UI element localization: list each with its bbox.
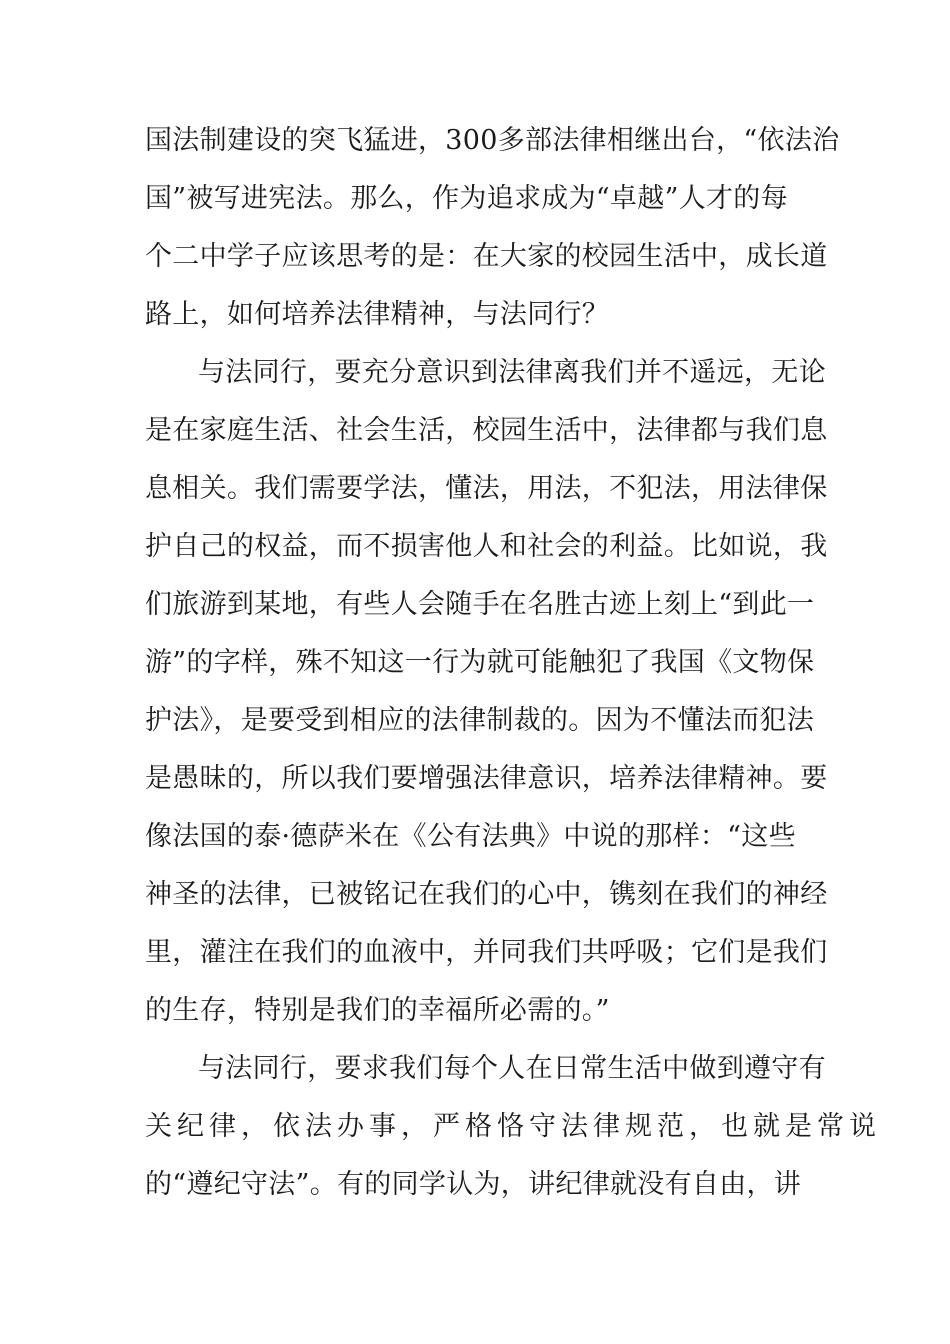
- text-line: 国法制建设的突飞猛进，300多部法律相继出台，“依法治: [145, 125, 840, 156]
- text-line: 护自己的权益，而不损害他人和社会的利益。比如说，我: [145, 531, 828, 562]
- text-line: 游”的字样，殊不知这一行为就可能触犯了我国《文物保: [145, 647, 815, 678]
- text-line: 神圣的法律，已被铭记在我们的心中，镌刻在我们的神经: [145, 879, 828, 910]
- text-line: 关纪律，依法办事，严格恪守法律规范，也就是常说: [145, 1111, 881, 1142]
- text-line: 国”被写进宪法。那么，作为追求成为“卓越”人才的每: [145, 183, 788, 214]
- text-line: 们旅游到某地，有些人会随手在名胜古迹上刻上“到此一: [145, 589, 815, 620]
- text-line: 的“遵纪守法”。有的同学认为，讲纪律就没有自由，讲: [145, 1169, 802, 1200]
- paragraph-start-line: 与法同行，要求我们每个人在日常生活中做到遵守有: [198, 1053, 826, 1084]
- text-line: 像法国的泰·德萨米在《公有法典》中说的那样：“这些: [145, 821, 796, 852]
- text-line: 息相关。我们需要学法，懂法，用法，不犯法，用法律保: [145, 473, 828, 504]
- text-line: 护法》，是要受到相应的法律制裁的。因为不懂法而犯法: [145, 705, 814, 736]
- text-line: 的生存，特别是我们的幸福所必需的。”: [145, 995, 610, 1026]
- text-line: 里，灌注在我们的血液中，并同我们共呼吸；它们是我们: [145, 937, 828, 968]
- text-line: 是愚昧的，所以我们要增强法律意识，培养法律精神。要: [145, 763, 828, 794]
- paragraph-start-line: 与法同行，要充分意识到法律离我们并不遥远，无论: [198, 357, 826, 388]
- text-line: 个二中学子应该思考的是：在大家的校园生活中，成长道: [145, 241, 828, 272]
- text-line: 是在家庭生活、社会生活，校园生活中，法律都与我们息: [145, 415, 828, 446]
- text-line: 路上，如何培养法律精神，与法同行？: [145, 299, 610, 330]
